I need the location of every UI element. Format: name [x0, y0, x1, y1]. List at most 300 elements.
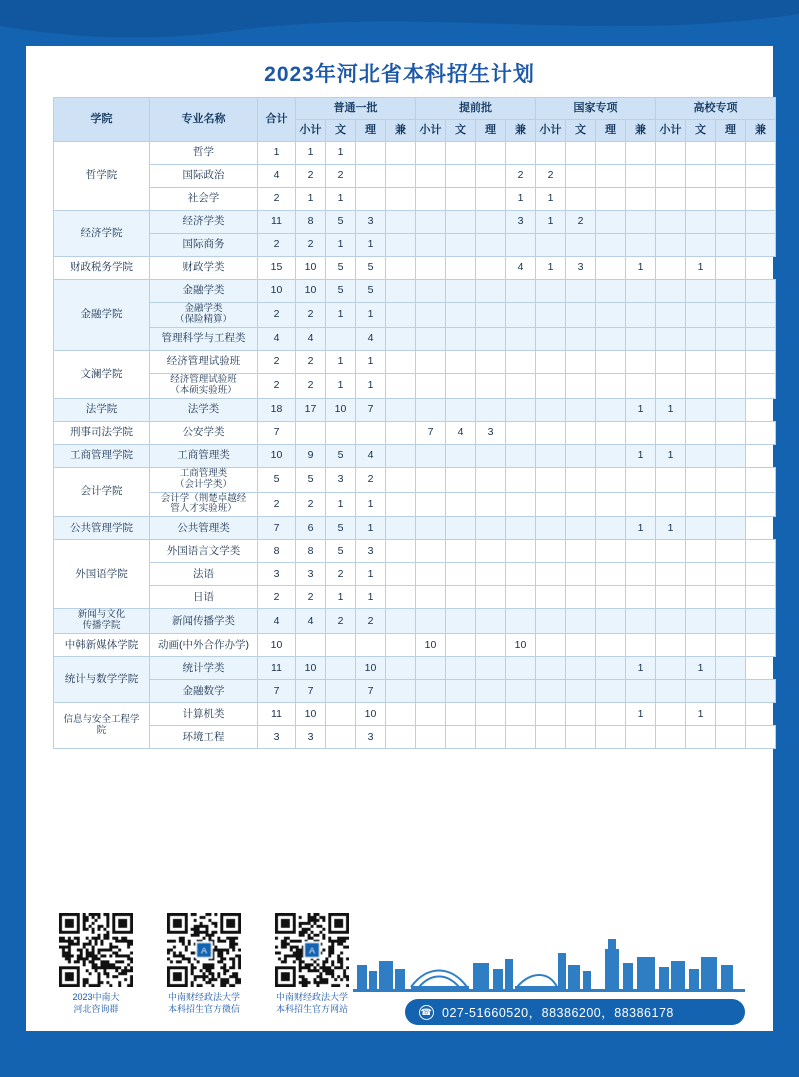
- qr-consult-group: [53, 913, 139, 1015]
- cell-count: [596, 634, 626, 657]
- cell-college: 哲学院: [54, 142, 150, 211]
- cell-count: [446, 303, 476, 328]
- cell-major: 财政学类: [150, 257, 258, 280]
- cell-count: [716, 211, 746, 234]
- cell-college: 统计与数学学院: [54, 657, 150, 703]
- cell-total: 7: [258, 421, 296, 444]
- cell-count: [716, 726, 746, 749]
- cell-count: [326, 421, 356, 444]
- cell-total: 18: [258, 398, 296, 421]
- cell-count: [716, 373, 746, 398]
- col-sub-header: 兼: [746, 120, 776, 142]
- cell-count: [356, 142, 386, 165]
- cell-count: [536, 586, 566, 609]
- cell-count: 3: [356, 726, 386, 749]
- cell-count: [536, 492, 566, 517]
- cell-count: [476, 726, 506, 749]
- cell-count: 2: [296, 165, 326, 188]
- cell-count: [476, 517, 506, 540]
- cell-count: [536, 303, 566, 328]
- cell-count: [326, 327, 356, 350]
- cell-count: [386, 350, 416, 373]
- cell-count: [656, 257, 686, 280]
- cell-count: [296, 634, 326, 657]
- cell-count: 2: [326, 165, 356, 188]
- cell-count: [656, 540, 686, 563]
- cell-count: [476, 467, 506, 492]
- cell-count: [716, 563, 746, 586]
- cell-count: [686, 211, 716, 234]
- cell-count: 1: [356, 517, 386, 540]
- cell-count: [626, 165, 656, 188]
- cell-count: [566, 234, 596, 257]
- cell-count: [536, 609, 566, 634]
- cell-count: [536, 657, 566, 680]
- col-group-header: 学院: [54, 98, 150, 142]
- cell-count: [566, 609, 596, 634]
- cell-count: 1: [656, 444, 686, 467]
- cell-count: [746, 726, 776, 749]
- cell-total: 2: [258, 303, 296, 328]
- cell-count: 9: [296, 444, 326, 467]
- cell-count: [596, 257, 626, 280]
- cell-count: [506, 142, 536, 165]
- cell-major: 管理科学与工程类: [150, 327, 258, 350]
- cell-count: [386, 165, 416, 188]
- cell-count: [386, 211, 416, 234]
- cell-count: [596, 467, 626, 492]
- cell-count: [656, 421, 686, 444]
- col-sub-header: 小计: [296, 120, 326, 142]
- cell-count: [626, 373, 656, 398]
- cell-count: [626, 492, 656, 517]
- col-group-header: 专业名称: [150, 98, 258, 142]
- cell-college: 工商管理学院: [54, 444, 150, 467]
- cell-count: [746, 421, 776, 444]
- cell-count: [596, 211, 626, 234]
- cell-count: [476, 609, 506, 634]
- cell-count: [446, 234, 476, 257]
- cell-count: [746, 609, 776, 634]
- cell-major: 社会学: [150, 188, 258, 211]
- table-body: [54, 142, 776, 749]
- cell-count: 5: [326, 540, 356, 563]
- cell-count: [446, 726, 476, 749]
- cell-major: 环境工程: [150, 726, 258, 749]
- cell-count: 5: [326, 444, 356, 467]
- cell-count: 1: [656, 517, 686, 540]
- cell-count: [746, 188, 776, 211]
- cell-total: 11: [258, 211, 296, 234]
- cell-count: [566, 586, 596, 609]
- cell-count: [716, 492, 746, 517]
- col-sub-header: 小计: [416, 120, 446, 142]
- cell-count: [506, 373, 536, 398]
- cell-count: [656, 609, 686, 634]
- cell-count: [386, 303, 416, 328]
- cell-count: [416, 657, 446, 680]
- cell-count: [416, 467, 446, 492]
- cell-count: [446, 467, 476, 492]
- cell-count: [566, 280, 596, 303]
- cell-major: 工商管理类: [150, 444, 258, 467]
- cell-count: [746, 165, 776, 188]
- cell-count: [746, 634, 776, 657]
- cell-count: [626, 609, 656, 634]
- cell-count: 2: [296, 492, 326, 517]
- cell-count: 4: [356, 444, 386, 467]
- table-row: [54, 327, 776, 350]
- qr-caption: [53, 991, 139, 1015]
- cell-count: [566, 421, 596, 444]
- cell-count: [566, 517, 596, 540]
- cell-count: 1: [626, 517, 656, 540]
- cell-count: [626, 726, 656, 749]
- cell-count: [446, 257, 476, 280]
- cell-count: [476, 398, 506, 421]
- cell-count: [716, 517, 746, 540]
- cell-count: [746, 211, 776, 234]
- cell-count: [596, 703, 626, 726]
- cell-count: [446, 280, 476, 303]
- qr-code-image: [59, 913, 133, 987]
- cell-count: [566, 680, 596, 703]
- cell-total: 7: [258, 517, 296, 540]
- cell-count: [476, 492, 506, 517]
- table-row: [54, 492, 776, 517]
- cell-count: [416, 609, 446, 634]
- cell-count: [326, 703, 356, 726]
- cell-count: [476, 540, 506, 563]
- cell-count: [566, 467, 596, 492]
- cell-count: [506, 563, 536, 586]
- qr-code-image: [275, 913, 349, 987]
- cell-count: [386, 703, 416, 726]
- cell-count: [356, 421, 386, 444]
- cell-count: [536, 634, 566, 657]
- cell-total: 5: [258, 467, 296, 492]
- cell-count: [446, 165, 476, 188]
- cell-major: 经济管理试验班 （本硕实验班）: [150, 373, 258, 398]
- cell-total: 4: [258, 609, 296, 634]
- cell-count: [416, 211, 446, 234]
- cell-college: 新闻与文化 传播学院: [54, 609, 150, 634]
- cell-count: 10: [356, 703, 386, 726]
- qr-caption-line2: 本科招生官方微信: [167, 1004, 240, 1015]
- cell-count: [716, 280, 746, 303]
- cell-count: [386, 492, 416, 517]
- cell-count: 1: [356, 303, 386, 328]
- cell-count: [536, 680, 566, 703]
- cell-count: [446, 398, 476, 421]
- cell-count: [506, 703, 536, 726]
- cell-college: 法学院: [54, 398, 150, 421]
- cell-count: 10: [326, 398, 356, 421]
- col-sub-header: 理: [476, 120, 506, 142]
- cell-count: 4: [296, 609, 326, 634]
- cell-count: [626, 303, 656, 328]
- cell-count: 3: [566, 257, 596, 280]
- cell-count: [416, 327, 446, 350]
- cell-count: [416, 350, 446, 373]
- cell-count: [536, 540, 566, 563]
- qr-code-image: [167, 913, 241, 987]
- cell-total: 2: [258, 188, 296, 211]
- cell-count: [536, 373, 566, 398]
- cell-count: [506, 350, 536, 373]
- cell-count: [476, 211, 506, 234]
- cell-count: [476, 142, 506, 165]
- cell-count: 2: [296, 373, 326, 398]
- qr-wechat: [161, 913, 247, 1015]
- cell-major: 国际商务: [150, 234, 258, 257]
- table-row: [54, 280, 776, 303]
- cell-count: [596, 142, 626, 165]
- cell-count: [386, 257, 416, 280]
- cell-count: 1: [656, 398, 686, 421]
- cell-count: [596, 398, 626, 421]
- cell-count: [386, 444, 416, 467]
- cell-count: [746, 586, 776, 609]
- col-group-header: 高校专项: [656, 98, 776, 120]
- cell-count: [416, 234, 446, 257]
- cell-major: 公共管理类: [150, 517, 258, 540]
- cell-count: [686, 327, 716, 350]
- cell-count: [326, 634, 356, 657]
- table-row: [54, 586, 776, 609]
- col-group-header: 国家专项: [536, 98, 656, 120]
- cell-count: [566, 726, 596, 749]
- cell-count: 3: [326, 467, 356, 492]
- admission-plan-table: [53, 97, 776, 749]
- cell-count: 7: [416, 421, 446, 444]
- cell-count: [716, 657, 746, 680]
- table-row: [54, 609, 776, 634]
- cell-count: [566, 563, 596, 586]
- cell-count: [416, 563, 446, 586]
- cell-count: [386, 188, 416, 211]
- qr-caption-line1: 中南财经政法大学: [167, 992, 240, 1002]
- cell-count: 3: [296, 726, 326, 749]
- cell-count: [626, 327, 656, 350]
- cell-count: [386, 280, 416, 303]
- cell-count: 1: [356, 492, 386, 517]
- cell-count: [416, 492, 446, 517]
- table-row: [54, 517, 776, 540]
- cell-count: [746, 540, 776, 563]
- cell-count: 8: [296, 211, 326, 234]
- col-group-header: 普通一批: [296, 98, 416, 120]
- cell-count: [566, 634, 596, 657]
- cell-count: [626, 634, 656, 657]
- cell-count: [386, 586, 416, 609]
- cell-major: 统计学类: [150, 657, 258, 680]
- table-row: [54, 373, 776, 398]
- table-row: [54, 165, 776, 188]
- cell-count: [386, 563, 416, 586]
- cell-count: [626, 234, 656, 257]
- cell-total: 8: [258, 540, 296, 563]
- frame-bottom: [0, 1031, 799, 1077]
- cell-count: [386, 421, 416, 444]
- cell-count: [536, 517, 566, 540]
- cell-count: 1: [326, 492, 356, 517]
- cell-count: [656, 492, 686, 517]
- cell-count: [716, 327, 746, 350]
- cell-count: [686, 634, 716, 657]
- cell-college: 会计学院: [54, 467, 150, 517]
- cell-count: [536, 327, 566, 350]
- cell-count: [656, 350, 686, 373]
- cell-total: 2: [258, 492, 296, 517]
- cell-count: [446, 703, 476, 726]
- cell-total: 4: [258, 327, 296, 350]
- cell-count: 2: [296, 234, 326, 257]
- cell-count: [596, 303, 626, 328]
- cell-total: 15: [258, 257, 296, 280]
- cell-major: 日语: [150, 586, 258, 609]
- col-sub-header: 理: [596, 120, 626, 142]
- cell-count: [386, 540, 416, 563]
- cell-count: [296, 421, 326, 444]
- cell-count: [446, 563, 476, 586]
- cell-count: 2: [326, 609, 356, 634]
- cell-count: [716, 609, 746, 634]
- cell-count: [656, 303, 686, 328]
- cell-count: 1: [356, 373, 386, 398]
- cell-college: 中韩新媒体学院: [54, 634, 150, 657]
- cell-count: 8: [296, 540, 326, 563]
- cell-count: 1: [326, 303, 356, 328]
- cell-count: [716, 421, 746, 444]
- cell-count: 1: [356, 586, 386, 609]
- cell-total: 1: [258, 142, 296, 165]
- cell-count: 6: [296, 517, 326, 540]
- cell-count: [386, 680, 416, 703]
- cell-count: [656, 327, 686, 350]
- cell-college: 外国语学院: [54, 540, 150, 609]
- cell-count: 1: [326, 142, 356, 165]
- cell-count: [476, 280, 506, 303]
- cell-count: [596, 327, 626, 350]
- cell-count: [626, 563, 656, 586]
- cell-count: [386, 142, 416, 165]
- cell-count: [686, 586, 716, 609]
- cell-count: [476, 303, 506, 328]
- cell-count: [416, 165, 446, 188]
- cell-count: [356, 634, 386, 657]
- cell-count: [536, 563, 566, 586]
- cell-count: [506, 444, 536, 467]
- cell-count: [416, 280, 446, 303]
- cell-count: [416, 726, 446, 749]
- cell-count: [746, 563, 776, 586]
- table-row: [54, 257, 776, 280]
- cell-count: [446, 657, 476, 680]
- frame-left: [0, 0, 26, 1077]
- cell-count: 2: [296, 303, 326, 328]
- cell-count: [506, 234, 536, 257]
- cell-count: 1: [536, 211, 566, 234]
- cell-count: [596, 540, 626, 563]
- cell-count: 5: [356, 280, 386, 303]
- cell-count: [656, 165, 686, 188]
- cell-count: [476, 586, 506, 609]
- qr-caption-line2: 本科招生官方网站: [275, 1004, 348, 1015]
- cell-count: 10: [296, 703, 326, 726]
- col-sub-header: 理: [716, 120, 746, 142]
- cell-count: [686, 398, 716, 421]
- col-sub-header: 文: [446, 120, 476, 142]
- cell-count: [476, 563, 506, 586]
- col-sub-header: 兼: [506, 120, 536, 142]
- cell-count: 1: [326, 188, 356, 211]
- cell-count: [416, 142, 446, 165]
- cell-college: 文澜学院: [54, 350, 150, 398]
- cell-count: [716, 142, 746, 165]
- cell-count: [566, 540, 596, 563]
- cell-count: [716, 634, 746, 657]
- cell-count: 1: [626, 257, 656, 280]
- cell-count: [686, 680, 716, 703]
- cell-count: 1: [626, 703, 656, 726]
- cell-count: [596, 726, 626, 749]
- col-sub-header: 小计: [536, 120, 566, 142]
- cell-count: 10: [506, 634, 536, 657]
- cell-count: [506, 517, 536, 540]
- cell-count: [596, 517, 626, 540]
- cell-major: 法学类: [150, 398, 258, 421]
- cell-count: 4: [296, 327, 326, 350]
- cell-count: 4: [356, 327, 386, 350]
- cell-count: [536, 280, 566, 303]
- cell-count: [626, 142, 656, 165]
- cell-count: [416, 303, 446, 328]
- cell-total: 7: [258, 680, 296, 703]
- cell-count: [566, 657, 596, 680]
- cell-total: 10: [258, 444, 296, 467]
- cell-count: 5: [326, 280, 356, 303]
- table-row: [54, 211, 776, 234]
- cell-count: [746, 492, 776, 517]
- phone-icon: ☎: [419, 1005, 434, 1020]
- cell-college: 财政税务学院: [54, 257, 150, 280]
- cell-count: [716, 680, 746, 703]
- cell-count: [626, 280, 656, 303]
- cell-count: [476, 165, 506, 188]
- qr-caption: [161, 991, 247, 1015]
- cell-count: [686, 467, 716, 492]
- cell-major: 金融学类: [150, 280, 258, 303]
- cell-count: [566, 350, 596, 373]
- cell-count: 2: [536, 165, 566, 188]
- cell-count: 1: [686, 657, 716, 680]
- cell-count: 3: [356, 540, 386, 563]
- cell-major: 外国语言文学类: [150, 540, 258, 563]
- cell-count: [656, 280, 686, 303]
- cell-count: [476, 188, 506, 211]
- cell-count: [596, 563, 626, 586]
- cell-count: 1: [626, 657, 656, 680]
- qr-code-row: [53, 913, 355, 1015]
- table-row: [54, 303, 776, 328]
- cell-total: 3: [258, 726, 296, 749]
- table-head: [54, 98, 776, 142]
- cell-count: [596, 350, 626, 373]
- cell-count: 1: [536, 257, 566, 280]
- cell-count: 10: [416, 634, 446, 657]
- cell-count: [596, 234, 626, 257]
